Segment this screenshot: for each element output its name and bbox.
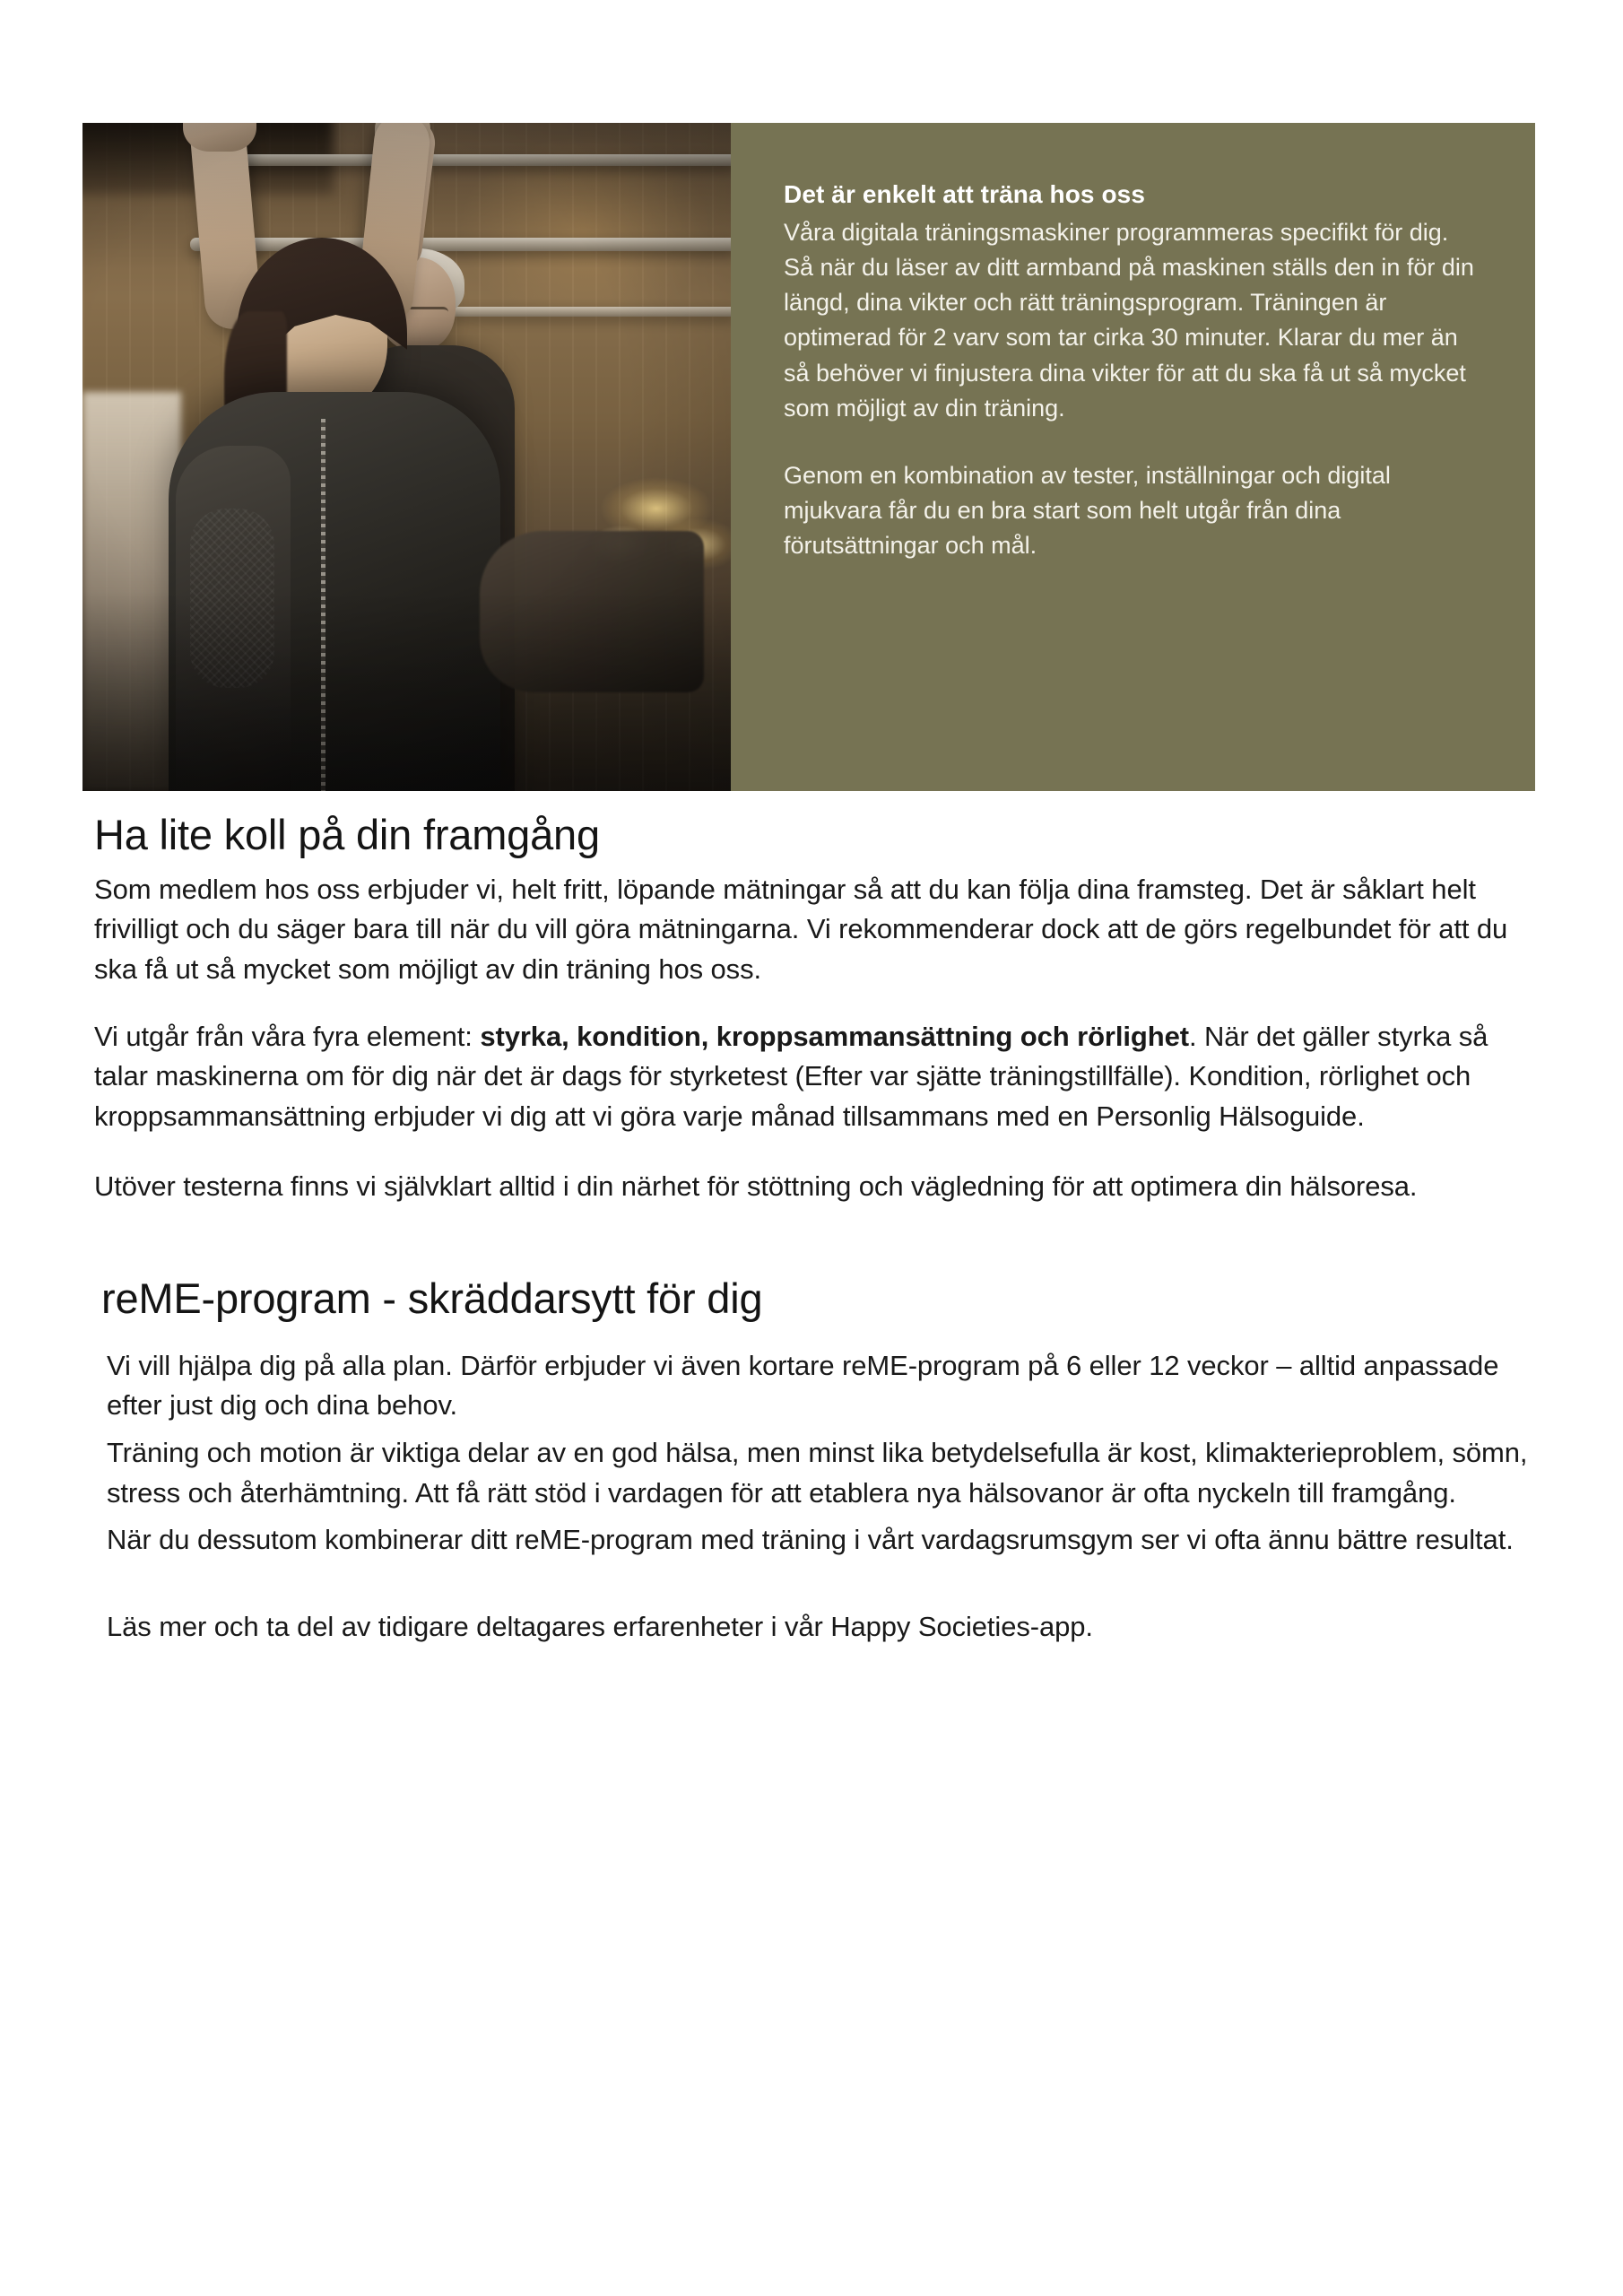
progress-paragraph-1: Som medlem hos oss erbjuder vi, helt fritt, löpande mätningar så att du kan följa dina framsteg. Det är såklart helt frivilligt och du säger bara till när du vill göra mätningarna. Vi rekommenderar dock att de görs regelbundet för att du ska få ut så mycket som möjligt av din träning hos oss. xyxy=(94,873,1508,985)
progress-paragraph-3: Utöver testerna finns vi självklart alltid i din närhet för stöttning och vägledning för att optimera din hälsoresa. xyxy=(94,1170,1418,1203)
hero-panel-paragraph-1: Våra digitala träningsmaskiner programmeras specifikt för dig. Så när du läser av ditt armband på maskinen ställs den in för din längd, dina vikter och rätt träningsprogram. Träningen är optimerad för 2 varv som tar cirka 30 minuter. Klarar du mer än så behöver vi finjustera dina vikter för att du ska få ut så mycket som möjligt av din träning. xyxy=(784,218,1474,422)
progress-paragraph-2 xyxy=(94,1017,1529,1137)
hero-photo xyxy=(82,123,731,791)
article-content xyxy=(0,812,1623,1674)
section-heading-progress: Ha lite koll på din framgång xyxy=(94,811,600,858)
progress-paragraph-2-rest: . När det gäller styrka så talar maskinerna om för dig när det är dags för styrketest (Efter var sjätte träningstillfälle). Kondition, rörlighet och kroppsammansättning erbjuder vi dig att vi göra varje månad tillsammans med en Personlig Hälsoguide. xyxy=(94,1020,1488,1132)
reme-paragraph-2: Träning och motion är viktiga delar av en god hälsa, men minst lika betydelsefulla är kost, klimakterieproblem, sömn, stress och återhämtning. Att få rätt stöd i vardagen för att etablera nya hälsovanor är ofta nyckeln till framgång. xyxy=(107,1436,1528,1509)
section-heading-reme: reME-program - skräddarsytt för dig xyxy=(101,1274,763,1322)
reme-paragraph-1: Vi vill hjälpa dig på alla plan. Därför erbjuder vi även kortare reME-program på 6 eller 12 veckor – alltid anpassade efter just dig och dina behov. xyxy=(107,1349,1499,1422)
progress-paragraph-2-lead: Vi utgår från våra fyra element: xyxy=(94,1020,481,1052)
hero-banner xyxy=(82,123,1535,791)
photo-vignette-overlay xyxy=(82,123,731,791)
reme-paragraph-4: Läs mer och ta del av tidigare deltagares erfarenheter i vår Happy Societies-app. xyxy=(107,1610,1093,1642)
hero-info-panel xyxy=(731,123,1535,791)
four-elements-emphasis: styrka, kondition, kroppsammansättning och rörlighet xyxy=(480,1020,1189,1052)
hero-panel-title: Det är enkelt att träna hos oss xyxy=(784,180,1146,208)
reme-paragraph-3: När du dessutom kombinerar ditt reME-program med träning i vårt vardagsrumsgym ser vi ofta ännu bättre resultat. xyxy=(107,1524,1514,1556)
hero-panel-paragraph-2: Genom en kombination av tester, inställningar och digital mjukvara får du en bra start som helt utgår från dina förutsättningar och mål. xyxy=(784,461,1391,560)
